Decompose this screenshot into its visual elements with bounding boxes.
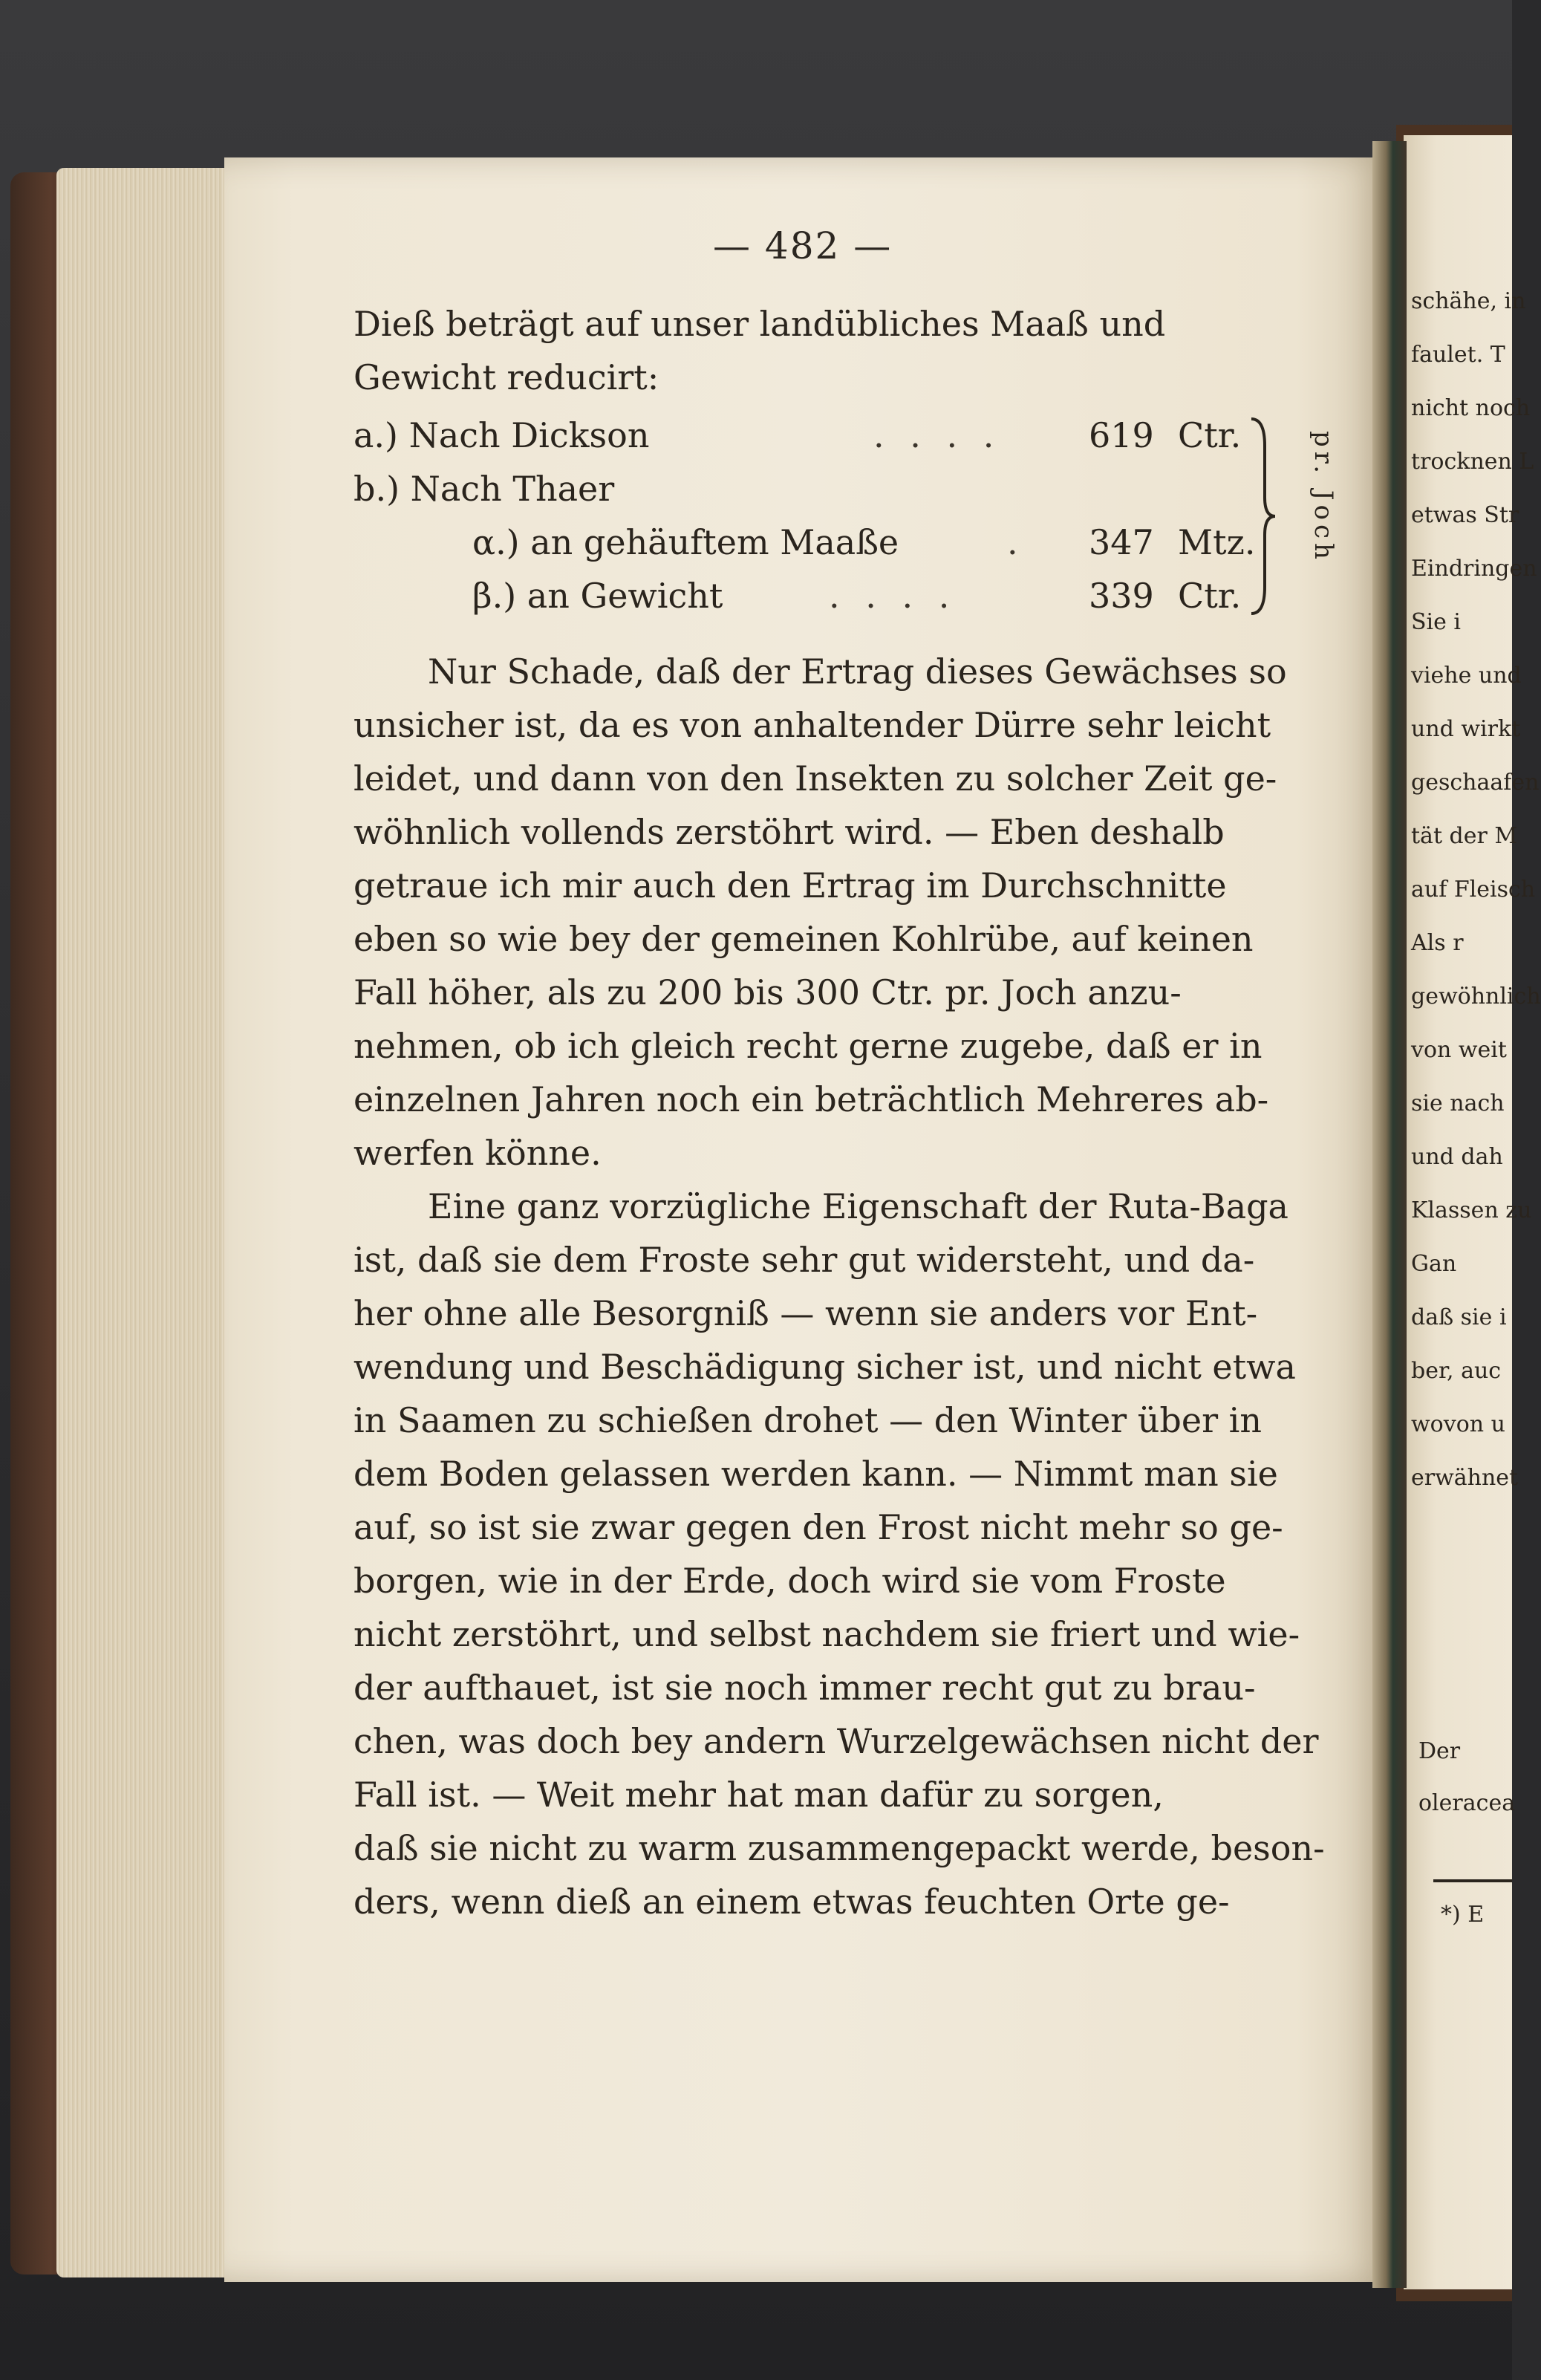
side-note-per-joch: pr. Joch — [1309, 431, 1338, 564]
right-page-line: tät der M — [1411, 823, 1518, 849]
page-edges — [56, 168, 233, 2277]
text-line: in Saamen zu schießen drohet — den Winter über in — [354, 1400, 1263, 1440]
book-gutter — [1372, 141, 1407, 2288]
right-page-line: Als r — [1411, 930, 1464, 956]
text-line: ders, wenn dieß an einem etwas feuchten Orte ge- — [354, 1882, 1230, 1922]
right-page-line: ber, auc — [1411, 1358, 1502, 1384]
intro-text-1: Dieß beträgt auf unser landübliches Maaß und — [354, 304, 1166, 344]
right-page-line-der: Der — [1418, 1738, 1461, 1764]
calc-b-beta-label: β.) an Gewicht — [472, 576, 723, 616]
right-page-footnote: *) E — [1441, 1902, 1485, 1928]
right-page-line: schähe, in — [1411, 288, 1526, 314]
right-page-line: auf Fleisch — [1411, 877, 1536, 903]
intro-line-2: Gewicht reducirt: — [354, 357, 659, 397]
text-line: nehmen, ob ich gleich recht gerne zugebe, daß er in — [354, 1026, 1263, 1066]
intro-line-1 — [354, 297, 1341, 351]
text-line: leidet, und dann von den Insekten zu solcher Zeit ge- — [354, 758, 1277, 799]
right-page-text — [1411, 275, 1541, 1505]
right-page-line: sie nach — [1411, 1090, 1505, 1116]
calc-b-beta-value: 339 — [1089, 576, 1154, 616]
text-line: ist, daß sie dem Froste sehr gut widersteht, und da- — [354, 1240, 1255, 1280]
text-line: dem Boden gelassen werden kann. — Nimmt man sie — [354, 1454, 1278, 1494]
right-page-line: daß sie i — [1411, 1304, 1507, 1330]
leader-dots: . . . . — [829, 576, 957, 616]
curly-brace-icon — [1248, 416, 1278, 617]
calc-row-b-beta — [354, 569, 1289, 622]
right-page-line: erwähnet — [1411, 1465, 1519, 1491]
right-page-line: von weit — [1411, 1037, 1507, 1063]
right-page-line: faulet. T — [1411, 342, 1505, 368]
right-page-line: nicht noch — [1411, 395, 1531, 421]
text-line: her ohne alle Besorgniß — wenn sie anders vor Ent- — [354, 1293, 1258, 1333]
text-line: daß sie nicht zu warm zusammengepackt werde, beson- — [354, 1828, 1325, 1868]
text-line: unsicher ist, da es von anhaltender Dürre sehr leicht — [354, 705, 1271, 745]
calc-row-b-alpha — [354, 516, 1289, 569]
text-line: borgen, wie in der Erde, doch wird sie vom Froste — [354, 1561, 1226, 1601]
text-line: einzelnen Jahren noch ein beträchtlich Mehreres ab- — [354, 1079, 1269, 1119]
text-line: getraue ich mir auch den Ertrag im Durchschnitte — [354, 865, 1227, 905]
leader-dots: . — [1007, 522, 1026, 562]
right-page-line: Eindringen — [1411, 556, 1537, 582]
main-text — [354, 297, 1341, 1928]
right-page-line: Sie i — [1411, 609, 1462, 635]
calc-a-label: a.) Nach Dickson — [354, 415, 650, 455]
right-page-line-oleracea: oleracea — [1418, 1790, 1516, 1816]
text-line: wendung und Beschädigung sicher ist, und nicht etwa — [354, 1347, 1296, 1387]
paragraph-2 — [354, 1180, 1341, 1928]
text-line: Fall höher, als zu 200 bis 300 Ctr. pr. Joch anzu- — [354, 972, 1182, 1012]
calc-b-alpha-label: α.) an gehäuftem Maaße — [472, 522, 899, 562]
text-line: Fall ist. — Weit mehr hat man dafür zu sorgen, — [354, 1775, 1164, 1815]
calc-b-beta-unit: Ctr. — [1178, 576, 1242, 616]
text-line: wöhnlich vollends zerstöhrt wird. — Eben deshalb — [354, 812, 1225, 852]
text-line: chen, was doch bey andern Wurzelgewächsen nicht der — [354, 1721, 1319, 1761]
right-page-line: und wirkt — [1411, 716, 1521, 742]
right-page-line: etwas Str — [1411, 502, 1519, 528]
calc-a-unit: Ctr. — [1178, 415, 1242, 455]
text-line: auf, so ist sie zwar gegen den Frost nicht mehr so ge- — [354, 1507, 1283, 1547]
text-line: werfen könne. — [354, 1133, 602, 1173]
calc-b-alpha-value: 347 — [1089, 522, 1154, 562]
right-page-line: und dah — [1411, 1144, 1503, 1170]
footnote-rule — [1433, 1879, 1512, 1882]
text-line: eben so wie bey der gemeinen Kohlrübe, auf keinen — [354, 919, 1254, 959]
calculation-block — [354, 409, 1341, 622]
right-page-line: gewöhnlich — [1411, 983, 1541, 1009]
right-page-line: geschaafen — [1411, 770, 1540, 796]
right-page-line: wovon u — [1411, 1411, 1505, 1437]
calc-a-value: 619 — [1089, 415, 1154, 455]
text-line: nicht zerstöhrt, und selbst nachdem sie friert und wie- — [354, 1614, 1300, 1654]
text-line: Eine ganz vorzügliche Eigenschaft der Ruta-Baga — [428, 1186, 1288, 1226]
text-line: der aufthauet, ist sie noch immer recht gut zu brau- — [354, 1668, 1256, 1708]
text-line: Nur Schade, daß der Ertrag dieses Gewächses so — [428, 651, 1287, 692]
right-page-line: viehe und — [1411, 663, 1522, 689]
calc-b-alpha-unit: Mtz. — [1178, 522, 1256, 562]
calc-row-a — [354, 409, 1289, 462]
page-number: — 482 — — [713, 224, 893, 267]
right-page-line: Gan — [1411, 1251, 1457, 1277]
leader-dots: . . . . — [873, 415, 1002, 455]
right-page-line: trocknen L — [1411, 449, 1534, 475]
calc-b-label: b.) Nach Thaer — [354, 469, 615, 509]
right-page-line: Klassen zu — [1411, 1197, 1532, 1223]
calc-row-b — [354, 462, 1289, 516]
paragraph-1 — [354, 645, 1341, 1180]
